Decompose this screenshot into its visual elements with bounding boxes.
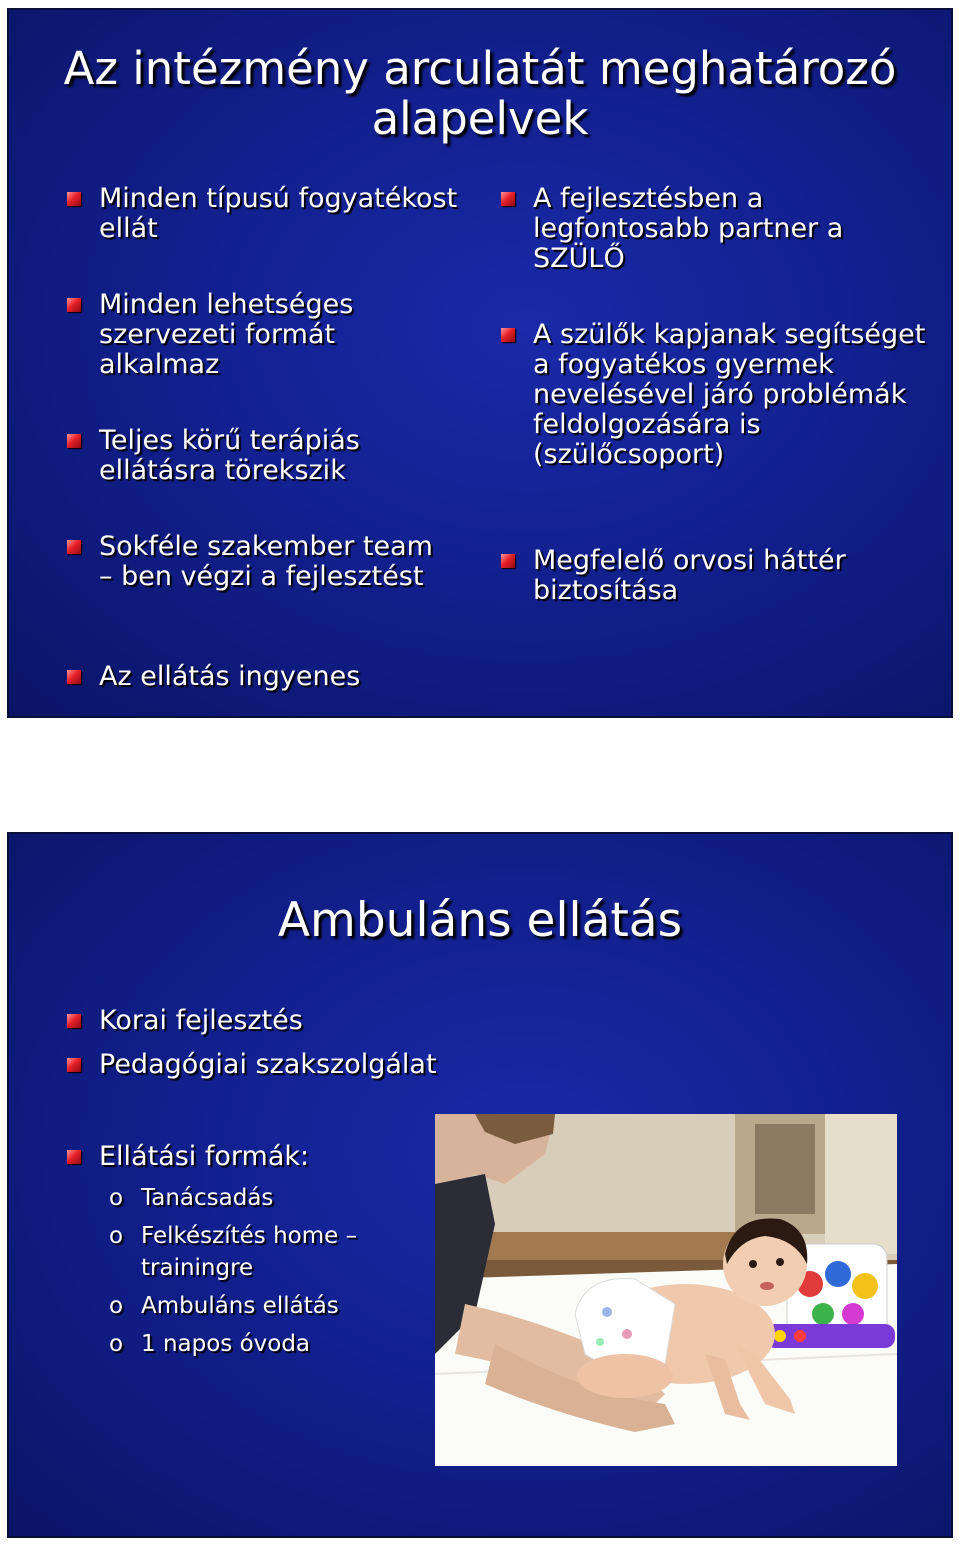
sub-bullet-marker: o — [109, 1223, 124, 1249]
bullet-left-4 — [67, 532, 449, 592]
bullet-text: A fejlesztésben a legfontosabb partner a SZÜLŐ — [533, 183, 844, 274]
sub-bullet-3 — [109, 1290, 431, 1322]
sub-bullet-4 — [109, 1328, 431, 1360]
bullet-left-3 — [67, 426, 469, 486]
square-bullet-icon — [67, 540, 81, 554]
bullet-right-3 — [501, 546, 933, 606]
bullet-text: Ellátási formák: — [99, 1141, 310, 1172]
sub-bullet-marker: o — [109, 1185, 124, 1211]
bullet-bottom — [67, 662, 699, 692]
bullet-right-2 — [501, 320, 933, 470]
therapy-photo — [435, 1114, 897, 1466]
slide-1 — [7, 8, 953, 718]
slide-2-title: Ambuláns ellátás — [277, 893, 683, 948]
bullet-text: Megfelelő orvosi háttér biztosítása — [533, 545, 846, 606]
bullet-ellatasi-formak — [67, 1142, 439, 1172]
bullet-text: Az ellátás ingyenes — [99, 661, 361, 692]
square-bullet-icon — [67, 298, 81, 312]
square-bullet-icon — [67, 1150, 81, 1164]
bullet-right-1 — [501, 184, 933, 274]
bullet-text: Pedagógiai szakszolgálat — [99, 1049, 437, 1080]
sub-bullet-text: Felkészítés home – trainingre — [141, 1223, 358, 1281]
bullet-text: Minden lehetséges szervezeti formát alkalmaz — [99, 289, 354, 380]
bullet-left-2 — [67, 290, 449, 380]
bullet-text: Sokféle szakember team – ben végzi a fejlesztést — [99, 531, 433, 592]
bullet-text: Korai fejlesztés — [99, 1005, 303, 1036]
sub-bullet-2 — [109, 1220, 431, 1284]
square-bullet-icon — [67, 1014, 81, 1028]
sub-bullet-marker: o — [109, 1293, 124, 1319]
sub-bullet-marker: o — [109, 1331, 124, 1357]
bullet-korai-fejlesztes — [67, 1006, 599, 1036]
square-bullet-icon — [67, 1058, 81, 1072]
sub-bullet-text: 1 napos óvoda — [141, 1331, 311, 1357]
square-bullet-icon — [67, 434, 81, 448]
bullet-pedagogiai — [67, 1050, 599, 1080]
sub-bullet-text: Ambuláns ellátás — [141, 1293, 339, 1319]
square-bullet-icon — [67, 192, 81, 206]
bullet-text: Teljes körű terápiás ellátásra törekszik — [99, 425, 360, 486]
slide-1-title: Az intézmény arculatát meghatározó alapelvek — [63, 42, 897, 145]
square-bullet-icon — [501, 192, 515, 206]
therapy-photo-illustration — [435, 1114, 897, 1466]
bullet-text: A szülők kapjanak segítséget a fogyatékos gyermek nevelésével járó problémák feldolgozására is (szülőcsoport) — [533, 319, 926, 470]
square-bullet-icon — [67, 670, 81, 684]
sub-bullet-text: Tanácsadás — [141, 1185, 274, 1211]
square-bullet-icon — [501, 328, 515, 342]
bullet-text: Minden típusú fogyatékost ellát — [99, 183, 458, 244]
bullet-left-1 — [67, 184, 479, 244]
slide-2 — [7, 832, 953, 1538]
square-bullet-icon — [501, 554, 515, 568]
sub-bullet-1 — [109, 1182, 431, 1214]
